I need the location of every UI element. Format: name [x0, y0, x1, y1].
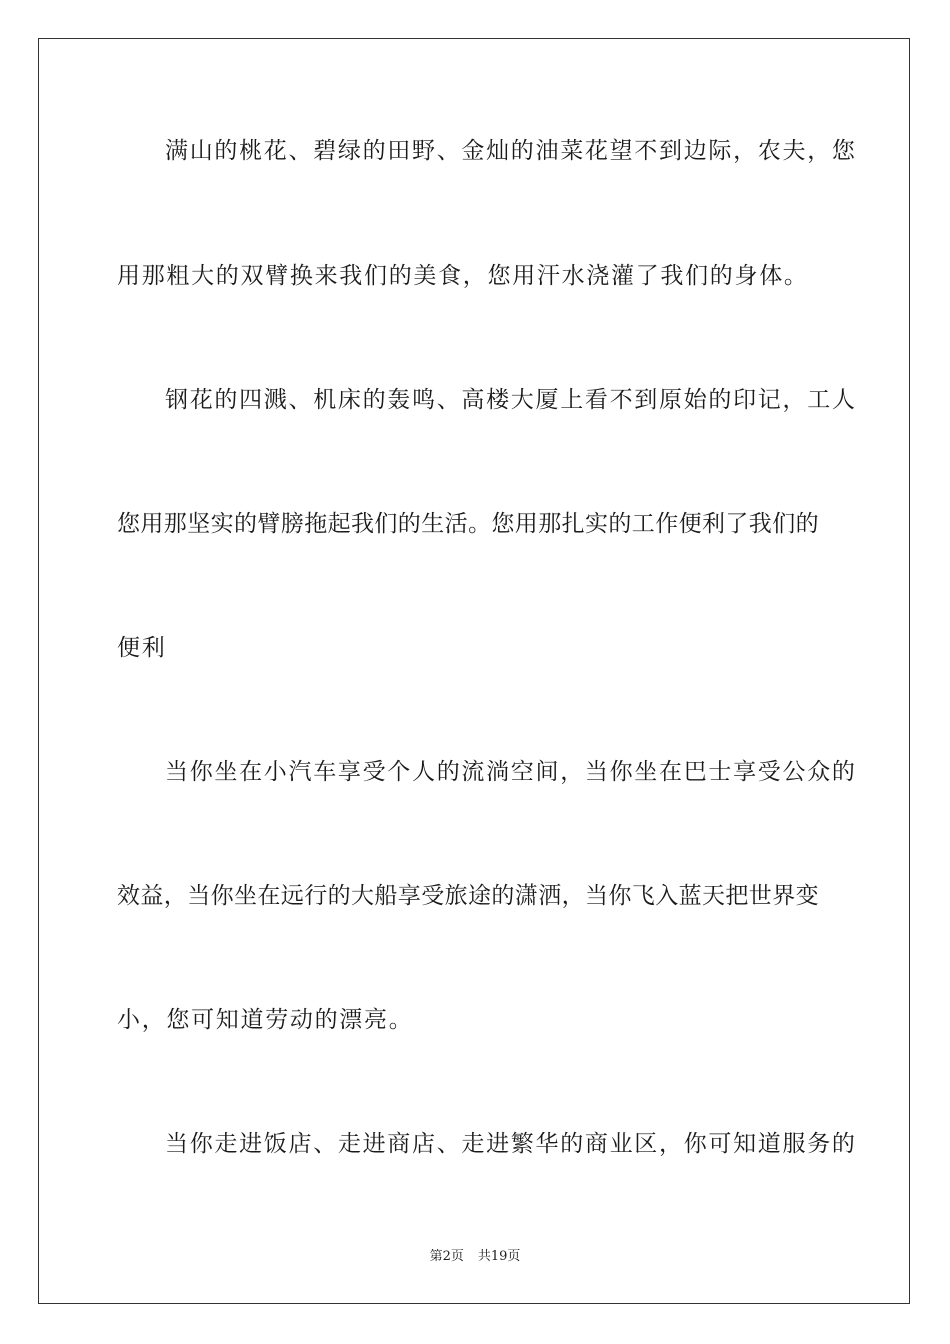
- page-border: [38, 38, 910, 1304]
- paragraph-line: 效益，当你坐在远行的大船享受旅途的潇洒，当你飞入蓝天把世界变: [117, 883, 819, 909]
- paragraph-line: 满山的桃花、碧绿的田野、金灿的油菜花望不到边际，农夫，您: [165, 138, 857, 164]
- paragraph-line: 当你坐在小汽车享受个人的流淌空间，当你坐在巴士享受公众的: [165, 759, 857, 785]
- paragraph-line: 便利: [117, 635, 167, 661]
- page-number: 第2页: [429, 1249, 464, 1264]
- paragraph-line: 用那粗大的双臂换来我们的美食，您用汗水浇灌了我们的身体。: [117, 263, 809, 289]
- paragraph-line: 当你走进饭店、走进商店、走进繁华的商业区，你可知道服务的: [165, 1131, 857, 1157]
- paragraph-line: 钢花的四溅、机床的轰鸣、高楼大厦上看不到原始的印记，工人: [165, 387, 857, 413]
- paragraph-line: 您用那坚实的臂膀拖起我们的生活。您用那扎实的工作便利了我们的: [117, 511, 819, 537]
- page-footer: [0, 1248, 950, 1266]
- page-total: 共19页: [477, 1249, 521, 1264]
- paragraph-line: 小，您可知道劳动的漂亮。: [117, 1007, 414, 1033]
